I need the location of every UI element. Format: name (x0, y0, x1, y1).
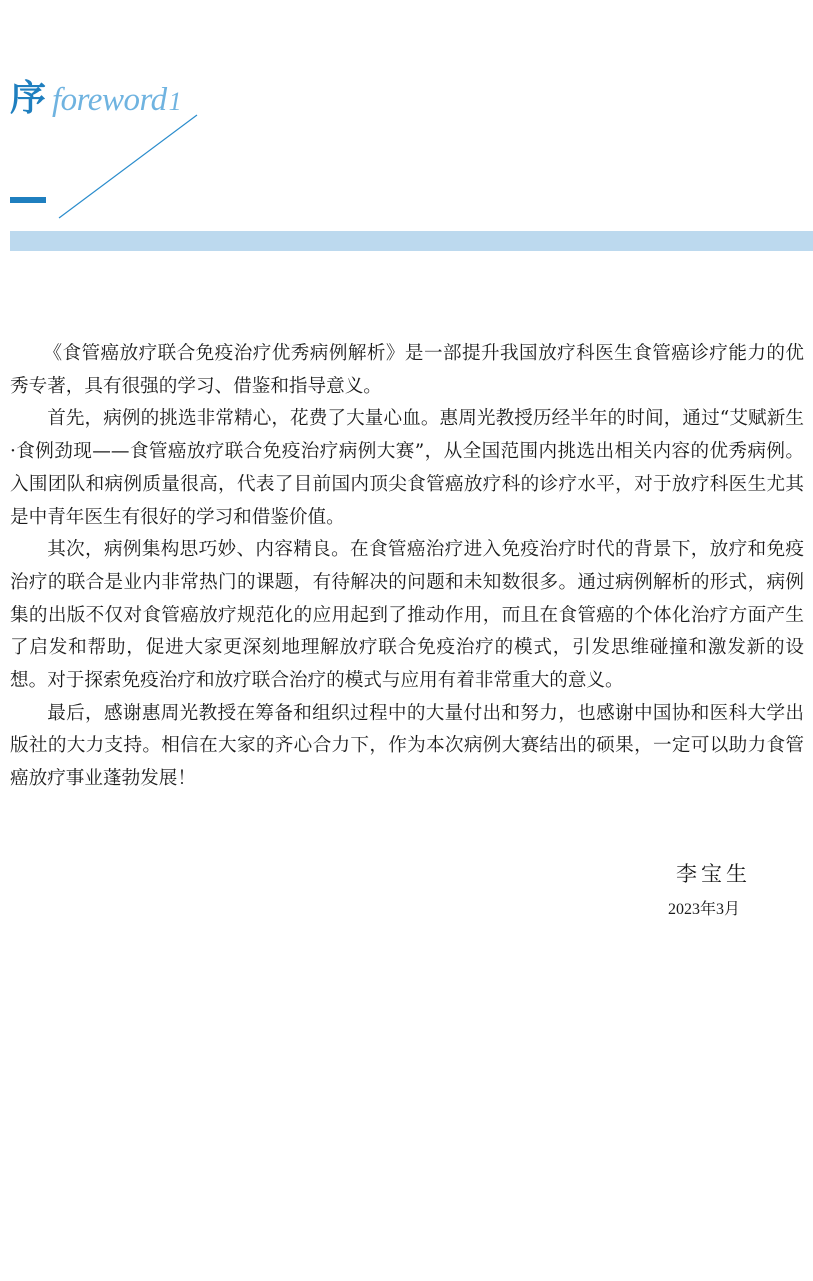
foreword-body (10, 338, 804, 796)
paragraph-second: 其次，病例集构思巧妙、内容精良。在食管癌治疗进入免疫治疗时代的背景下，放疗和免疫治疗的联合是业内非常热门的课题，有待解决的问题和未知数很多。通过病例解析的形式，病例集的出版不仅对食管癌放疗规范化的应用起到了推动作用，而且在食管癌的个体化治疗方面产生了启发和帮助，促进大家更深刻地理解放疗联合免疫治疗的模式，引发思维碰撞和激发新的设想。对于探索免疫治疗和放疗联合治疗的模式与应用有着非常重大的意义。 (10, 539, 804, 692)
paragraph-last: 最后，感谢惠周光教授在筹备和组织过程中的大量付出和努力，也感谢中国协和医科大学出版社的大力支持。相信在大家的齐心合力下，作为本次病例大赛结出的硕果，一定可以助力食管癌放疗事业蓬勃发展！ (10, 702, 804, 790)
heading-english: foreword (52, 82, 167, 118)
heading-chinese: 序 (10, 78, 47, 119)
heading-number: 1 (168, 87, 182, 116)
author-signature: 李宝生 (676, 862, 751, 886)
paragraph-first: 首先，病例的挑选非常精心，花费了大量心血。惠周光教授历经半年的时间，通过“艾赋新生·食例劲现——食管癌放疗联合免疫治疗病例大赛”，从全国范围内挑选出相关内容的优秀病例。入围团队和病例质量很高，代表了目前国内顶尖食管癌放疗科的诊疗水平，对于放疗科医生尤其是中青年医生有很好的学习和借鉴价值。 (10, 408, 804, 528)
header-decoration (0, 0, 813, 260)
diagonal-accent-line (59, 115, 197, 218)
accent-dash (10, 197, 46, 203)
signature-date: 2023年3月 (668, 901, 741, 918)
paragraph-intro: 《食管癌放疗联合免疫治疗优秀病例解析》是一部提升我国放疗科医生食管癌诊疗能力的优秀专著，具有很强的学习、借鉴和指导意义。 (10, 343, 804, 397)
header-band (10, 231, 813, 251)
